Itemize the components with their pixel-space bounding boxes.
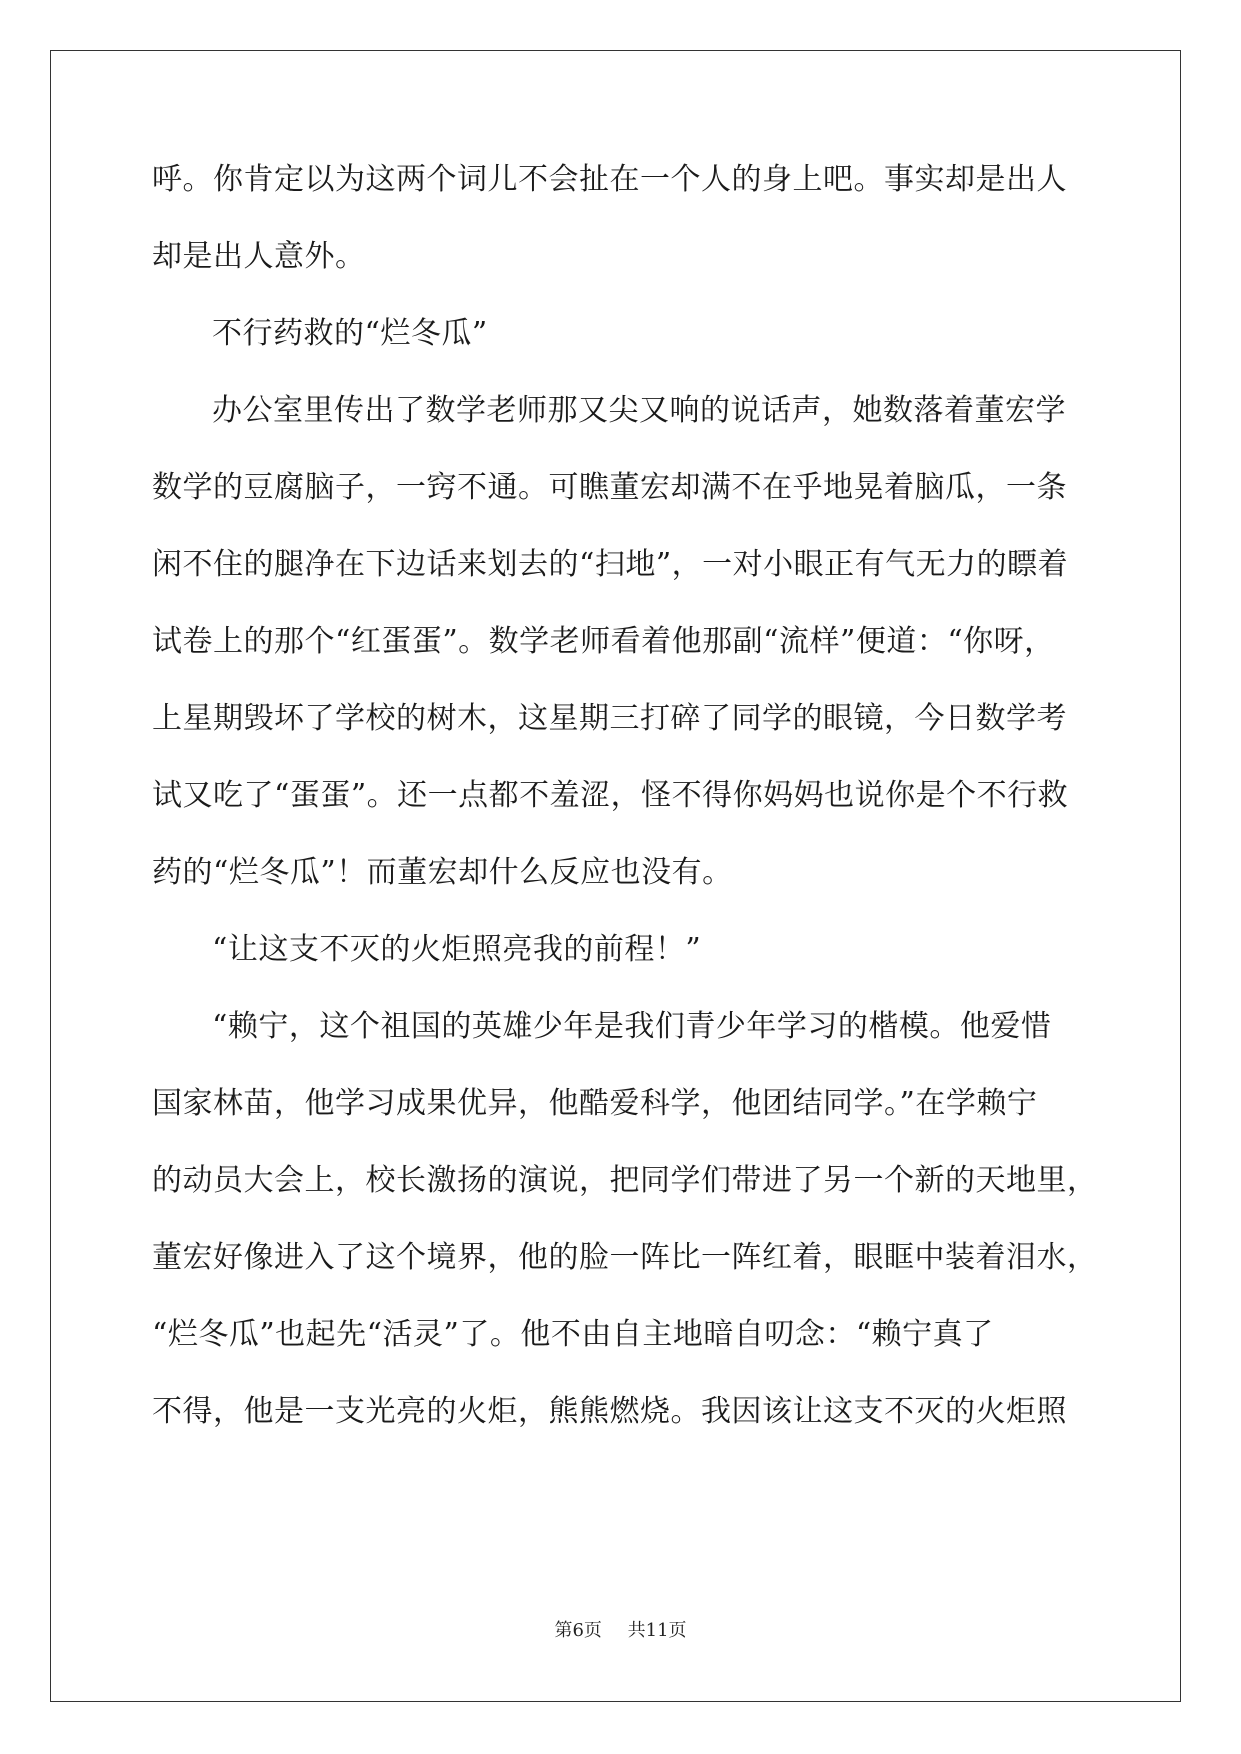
text-line: 国家林苗，他学习成果优异，他酷爱科学，他团结同学。”在学赖宁 [152, 1086, 1038, 1121]
page-total: 共11页 [627, 1620, 687, 1641]
text-line: 办公室里传出了数学老师那又尖又响的说话声，她数落着董宏学 [212, 393, 1066, 428]
text-line: 上星期毁坏了学校的树木，这星期三打碎了同学的眼镜，今日数学考 [152, 701, 1067, 736]
page-number: 第6页 [554, 1620, 602, 1641]
text-line: 却是出人意外。 [152, 239, 366, 274]
text-line: 试又吃了“蛋蛋”。还一点都不羞涩，怪不得你妈妈也说你是个不行救 [152, 778, 1069, 813]
text-line: “赖宁，这个祖国的英雄少年是我们青少年学习的楷模。他爱惜 [212, 1009, 1052, 1044]
text-line: 试卷上的那个“红蛋蛋”。数学老师看着他那副“流样”便道：“你呀， [152, 624, 1055, 659]
text-line: “烂冬瓜”也起先“活灵”了。他不由自主地暗自叨念：“赖宁真了 [152, 1317, 994, 1352]
text-line: 董宏好像进入了这个境界，他的脸一阵比一阵红着，眼眶中装着泪水， [152, 1240, 1098, 1275]
section-heading: “让这支不灭的火炬照亮我的前程！” [212, 932, 702, 967]
text-line: 闲不住的腿净在下边话来划去的“扫地”，一对小眼正有气无力的瞟着 [152, 547, 1069, 582]
text-line: 药的“烂冬瓜”！而董宏却什么反应也没有。 [152, 855, 733, 890]
text-line: 不得，他是一支光亮的火炬，熊熊燃烧。我因该让这支不灭的火炬照 [152, 1394, 1067, 1429]
section-heading: 不行药救的“烂冬瓜” [212, 316, 488, 351]
text-line: 的动员大会上，校长激扬的演说，把同学们带进了另一个新的天地里， [152, 1163, 1098, 1198]
text-line: 呼。你肯定以为这两个词儿不会扯在一个人的身上吧。事实却是出人 [152, 162, 1067, 197]
text-line: 数学的豆腐脑子，一窍不通。可瞧董宏却满不在乎地晃着脑瓜，一条 [152, 470, 1067, 505]
document-body [152, 160, 1098, 1469]
page-footer [0, 1620, 1241, 1642]
